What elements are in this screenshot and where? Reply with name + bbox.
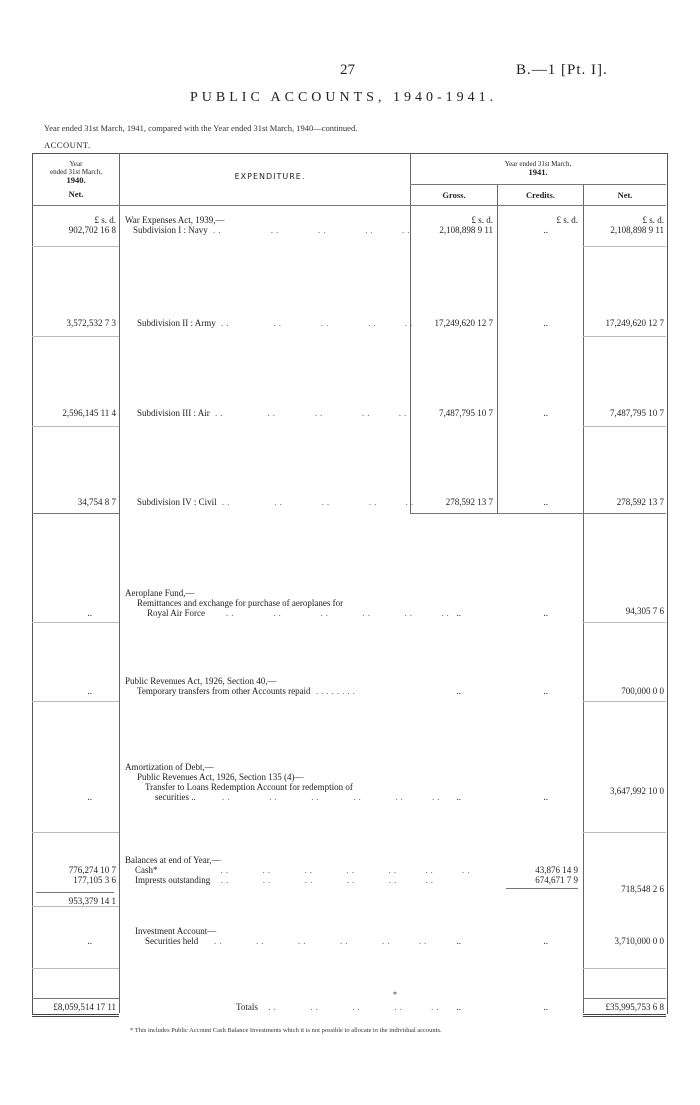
imprests-net-1940: 177,105 3 6 <box>73 875 116 885</box>
investment-net-1940: .. <box>87 936 92 946</box>
header-net-1941: Net. <box>617 190 633 200</box>
imprests-credits: 674,671 7 9 <box>535 875 578 885</box>
army-gross: 17,249,620 12 7 <box>434 318 493 328</box>
row-rule <box>32 906 119 907</box>
balances-total-1940: 953,379 14 1 <box>68 896 116 906</box>
page-title: PUBLIC ACCOUNTS, 1940-1941. <box>190 90 498 105</box>
row-label-civil: Subdivision IV : Civil .. .. .. .. .. <box>137 497 417 507</box>
army-net-1940: 3,572,532 7 3 <box>66 318 116 328</box>
document-reference: B.—1 [Pt. I]. <box>516 62 608 78</box>
row-rule <box>583 832 666 833</box>
revenues-gross: .. <box>456 686 461 696</box>
row-rule <box>32 622 119 623</box>
row-label-totals: Totals .. .. .. .. .. <box>236 1002 442 1012</box>
totals-rule <box>583 998 666 999</box>
aeroplane-net-1940: .. <box>87 608 92 618</box>
header-year-1941: Year ended 31st March, 1941. <box>504 160 572 177</box>
totals-double-rule <box>583 1014 666 1017</box>
air-net-1940: 2,596,145 11 4 <box>62 408 116 418</box>
cash-net-1940: 776,274 10 7 <box>68 865 116 875</box>
row-label-securities: securities .. .. .. .. .. .. .. <box>155 792 443 802</box>
balances-net-1941: 718,548 2 6 <box>621 884 664 894</box>
civil-credits: .. <box>543 497 548 507</box>
revenues-net-1940: .. <box>87 686 92 696</box>
row-rule <box>410 513 666 514</box>
amortization-credits: .. <box>543 792 548 802</box>
army-net-1941: 17,249,620 12 7 <box>605 318 664 328</box>
row-label-navy: Subdivision I : Navy .. .. .. .. .. <box>133 225 413 235</box>
civil-gross: 278,592 13 7 <box>445 497 493 507</box>
row-rule <box>583 622 666 623</box>
row-text-amortization-act: Public Revenues Act, 1926, Section 135 (4)— <box>137 772 304 782</box>
row-heading-balances: Balances at end of Year,— <box>125 855 221 865</box>
amortization-gross: .. <box>456 792 461 802</box>
investment-credits: .. <box>543 936 548 946</box>
navy-credits: .. <box>543 225 548 235</box>
row-rule <box>583 701 666 702</box>
row-heading-investment: Investment Account— <box>135 926 217 936</box>
header-rule <box>410 184 666 185</box>
row-heading-amortization: Amortization of Debt,— <box>125 762 214 772</box>
page-number: 27 <box>340 62 355 78</box>
row-label-temporary-transfers: Temporary transfers from other Accounts repaid ........ <box>137 686 358 696</box>
row-text-aeroplane: Remittances and exchange for purchase of aeroplanes for <box>137 598 344 608</box>
row-rule <box>32 246 119 247</box>
army-credits: .. <box>543 318 548 328</box>
column-rule <box>497 184 498 513</box>
subtotal-rule <box>36 892 114 893</box>
row-heading-public-revenues: Public Revenues Act, 1926, Section 40,— <box>125 676 277 686</box>
unit-label: £ s. d. <box>556 215 578 225</box>
totals-double-rule <box>32 1014 119 1017</box>
amortization-net-1940: .. <box>87 792 92 802</box>
asterisk-mark: * <box>393 990 397 999</box>
row-rule <box>32 832 119 833</box>
navy-gross: 2,108,898 9 11 <box>439 225 493 235</box>
row-text-amortization-transfer: Transfer to Loans Redemption Account for redemption of <box>145 782 353 792</box>
unit-label: £ s. d. <box>642 215 664 225</box>
amortization-net-1941: 3,647,992 10 0 <box>610 786 664 796</box>
navy-net-1941: 2,108,898 9 11 <box>610 225 664 235</box>
civil-net-1941: 278,592 13 7 <box>616 497 664 507</box>
account-label: ACCOUNT. <box>44 140 91 150</box>
row-rule <box>583 336 666 337</box>
row-label-aeroplane: Royal Air Force .. .. .. .. .. .. <box>147 608 452 618</box>
column-rule <box>583 184 584 1013</box>
header-rule <box>32 205 666 206</box>
air-gross: 7,487,795 10 7 <box>439 408 493 418</box>
totals-rule <box>32 998 119 999</box>
header-year-1940: Year ended 31st March, 1940. <box>50 160 102 185</box>
air-net-1941: 7,487,795 10 7 <box>610 408 664 418</box>
revenues-credits: .. <box>543 686 548 696</box>
row-heading-war-expenses: War Expenses Act, 1939,— <box>125 215 225 225</box>
header-gross: Gross. <box>442 190 466 200</box>
cash-credits: 43,876 14 9 <box>535 865 578 875</box>
row-rule <box>583 968 666 969</box>
column-rule <box>410 153 411 513</box>
revenues-net-1941: 700,000 0 0 <box>621 686 664 696</box>
totals-credits: .. <box>543 1002 548 1012</box>
row-label-army: Subdivision II : Army .. .. .. .. .. <box>137 318 416 328</box>
row-rule <box>583 426 666 427</box>
row-label-securities-held: Securities held .. .. .. .. .. .. <box>145 936 430 946</box>
row-label-cash: Cash* .. .. .. .. .. .. .. <box>135 865 473 875</box>
row-rule <box>32 968 119 969</box>
aeroplane-credits: .. <box>543 608 548 618</box>
footnote: * This includes Public Account Cash Balance Investments which it is not possible to allocate to the individual accounts. <box>130 1027 442 1034</box>
totals-gross: .. <box>456 1002 461 1012</box>
header-net-1940: Net. <box>68 189 84 199</box>
header-credits: Credits. <box>526 190 555 200</box>
investment-gross: .. <box>456 936 461 946</box>
civil-net-1940: 34,754 8 7 <box>77 497 116 507</box>
row-label-imprests: Imprests outstanding .. .. .. .. .. .. <box>135 875 436 885</box>
subtotal-rule <box>506 888 578 889</box>
totals-net-1941: £35,995,753 6 8 <box>605 1002 664 1012</box>
aeroplane-net-1941: 94,305 7 6 <box>625 606 664 616</box>
investment-net-1941: 3,710,000 0 0 <box>614 936 664 946</box>
row-rule <box>32 336 119 337</box>
navy-net-1940: 902,702 16 8 <box>68 225 116 235</box>
row-rule <box>32 513 119 514</box>
air-credits: .. <box>543 408 548 418</box>
row-rule <box>583 246 666 247</box>
header-expenditure: EXPENDITURE. <box>234 172 306 181</box>
totals-net-1940: £8,059,514 17 11 <box>53 1002 116 1012</box>
aeroplane-gross: .. <box>456 608 461 618</box>
page-subtitle: Year ended 31st March, 1941, compared with the Year ended 31st March, 1940—continued. <box>44 123 358 133</box>
row-label-air: Subdivision III : Air .. .. .. .. .. <box>137 408 410 418</box>
unit-label: £ s. d. <box>94 215 116 225</box>
row-rule <box>32 701 119 702</box>
row-rule <box>32 426 119 427</box>
column-rule <box>119 153 120 1013</box>
row-heading-aeroplane-fund: Aeroplane Fund,— <box>125 588 195 598</box>
unit-label: £ s. d. <box>471 215 493 225</box>
